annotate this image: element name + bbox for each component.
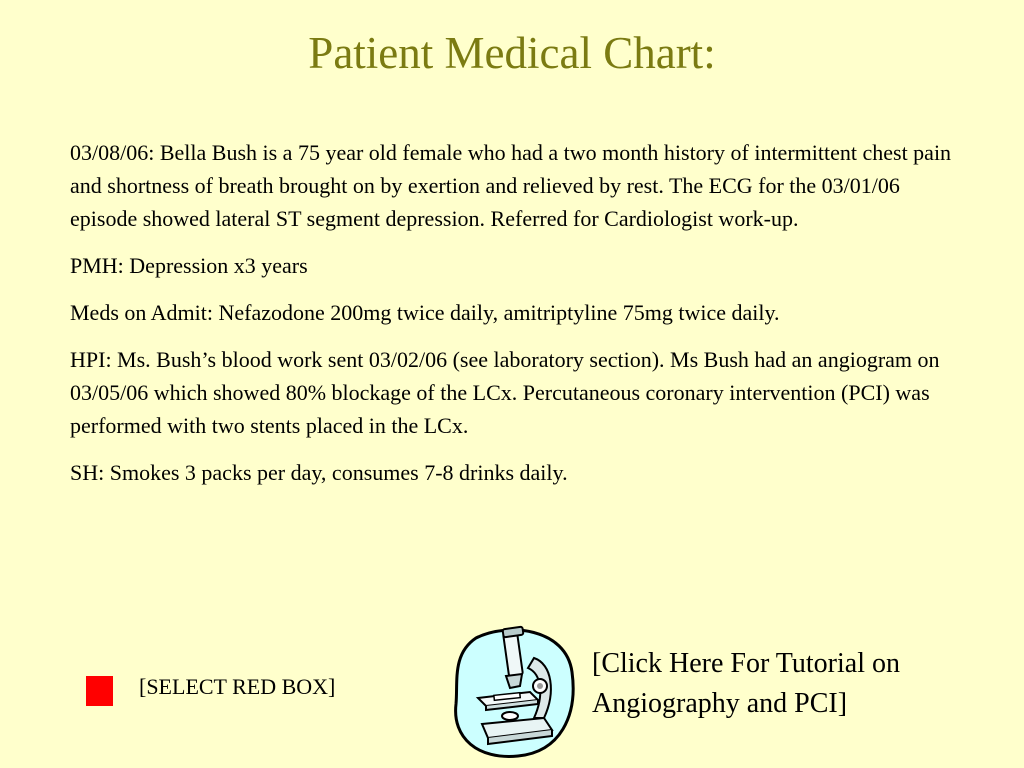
page-title: Patient Medical Chart: bbox=[308, 28, 716, 78]
red-box-button[interactable] bbox=[86, 676, 113, 706]
chart-note bbox=[70, 136, 960, 503]
microscope-icon[interactable] bbox=[448, 620, 578, 760]
social-history-paragraph: SH: Smokes 3 packs per day, consumes 7-8 drinks daily. bbox=[70, 460, 568, 485]
tutorial-link[interactable]: [Click Here For Tutorial on Angiography and PCI] bbox=[592, 648, 900, 719]
history-paragraph: 03/08/06: Bella Bush is a 75 year old female who had a two month history of intermittent chest pain and shortness of breath brought on by exertion and relieved by rest. The ECG for the 03/01/06 episode showed lateral ST segment depression. Referred for Cardiologist work-up. bbox=[70, 140, 952, 231]
pmh-paragraph: PMH: Depression x3 years bbox=[70, 253, 308, 278]
meds-paragraph: Meds on Admit: Nefazodone 200mg twice daily, amitriptyline 75mg twice daily. bbox=[70, 300, 780, 325]
red-box-label: [SELECT RED BOX] bbox=[139, 674, 336, 699]
hpi-paragraph: HPI: Ms. Bush’s blood work sent 03/02/06 (see laboratory section). Ms Bush had an angiogram on 03/05/06 which showed 80% blockage of the LCx. Percutaneous coronary intervention (PCI) was performed with two stents placed in the LCx. bbox=[70, 347, 940, 438]
